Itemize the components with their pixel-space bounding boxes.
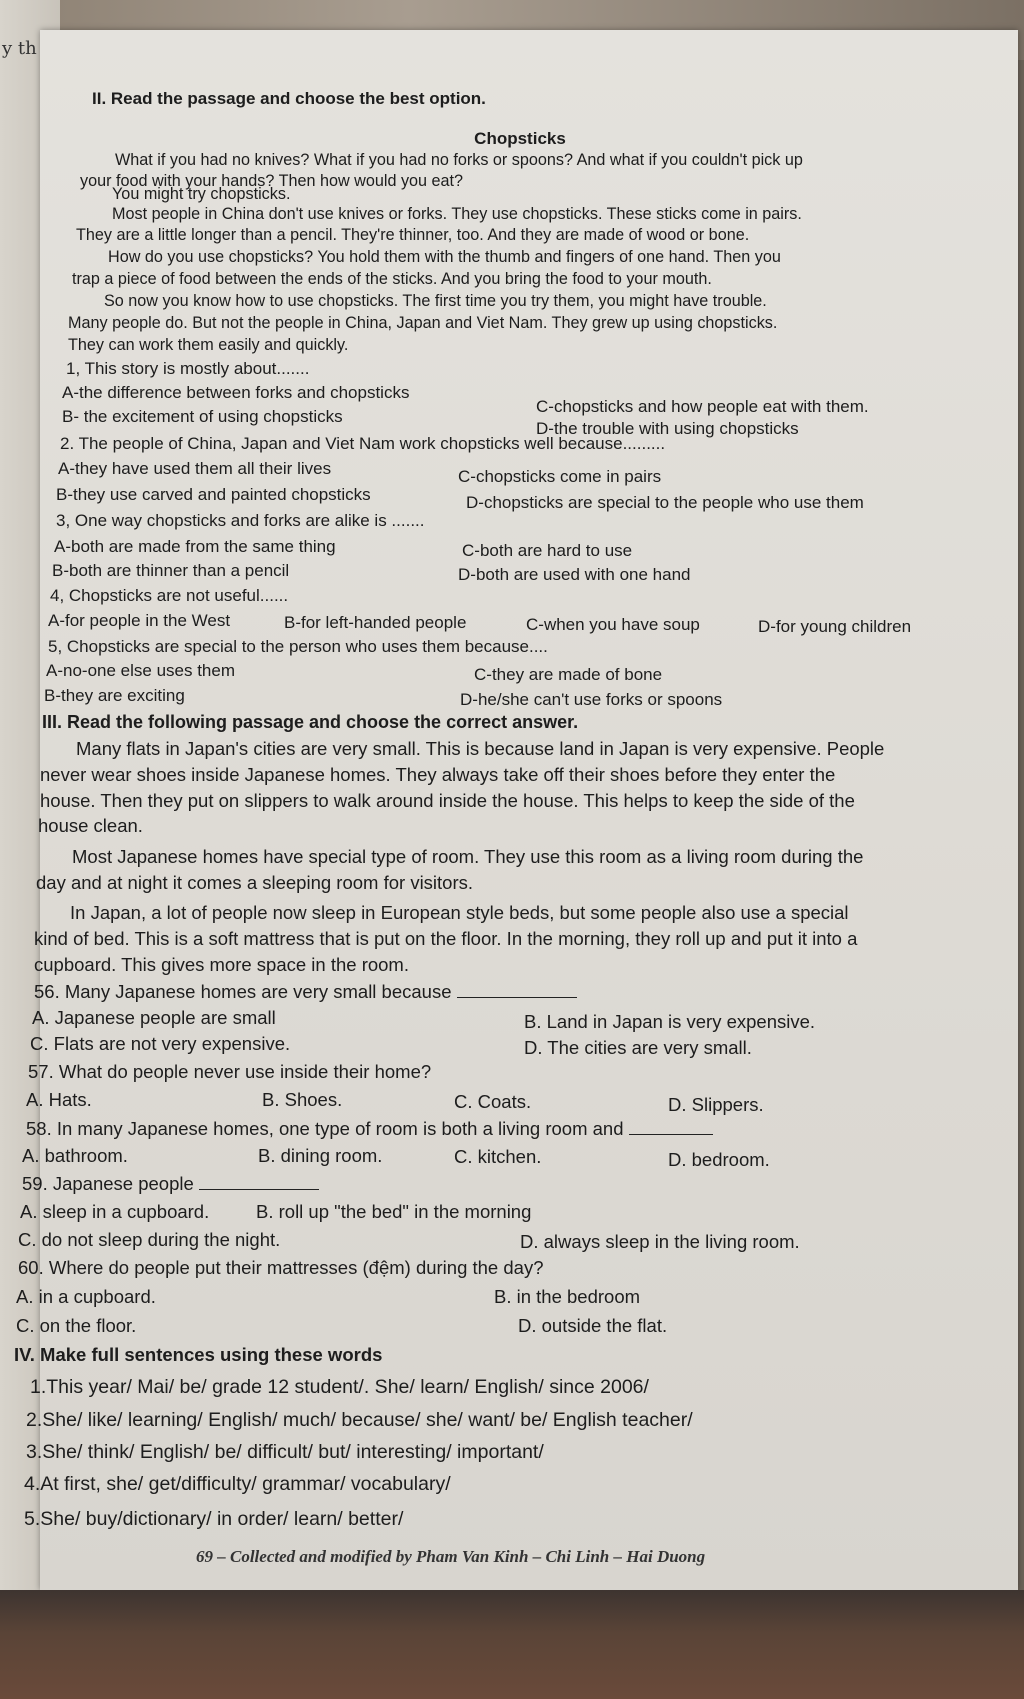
section-2-heading: II. Read the passage and choose the best option. [92,89,486,108]
passage-line: cupboard. This gives more space in the room. [34,954,409,975]
option-b: B. roll up "the bed" in the morning [256,1201,532,1222]
option-d: D-he/she can't use forks or spoons [460,690,723,709]
passage-line: kind of bed. This is a soft mattress that is put on the floor. In the morning, they roll up and put it into a [34,928,858,949]
passage-line: house. Then they put on slippers to walk around inside the house. This helps to keep the side of the [40,790,855,811]
adjacent-page-text: y th [2,38,37,59]
option-d: D. always sleep in the living room. [520,1231,800,1252]
passage-line: your food with your hands? Then how would you eat? [80,172,464,190]
sentence-prompt: 2.She/ like/ learning/ English/ much/ because/ she/ want/ be/ English teacher/ [26,1409,693,1431]
option-c: C. Flats are not very expensive. [30,1033,291,1054]
option-b: B-they use carved and painted chopsticks [56,485,371,504]
section-4-heading: IV. Make full sentences using these words [14,1344,383,1365]
passage-line: Most people in China don't use knives or forks. They use chopsticks. These sticks come in pairs. [112,205,802,223]
answer-blank [457,983,577,998]
option-a: A-for people in the West [48,611,231,630]
passage-title: Chopsticks [474,129,566,148]
question: 2. The people of China, Japan and Viet Nam work chopsticks well because......... [60,434,666,453]
passage-line: Many flats in Japan's cities are very small. This is because land in Japan is very expensive. People [76,738,885,759]
option-a: A. sleep in a cupboard. [20,1201,210,1222]
passage-line: They are a little longer than a pencil. They're thinner, too. And they are made of wood or bone. [76,226,750,244]
option-c: C-they are made of bone [474,665,663,684]
option-b: B-for left-handed people [284,613,467,632]
question: 5, Chopsticks are special to the person who uses them because.... [48,637,548,656]
section-3-heading: III. Read the following passage and choose the correct answer. [42,712,579,732]
passage-line: What if you had no knives? What if you had no forks or spoons? And what if you couldn't pick up [115,151,803,169]
option-d: D-for young children [758,617,912,636]
question: 1, This story is mostly about....... [66,359,310,378]
option-c: C. Coats. [454,1091,532,1112]
passage-line: You might try chopsticks. [112,185,291,203]
option-b: B-both are thinner than a pencil [52,561,290,580]
option-c: C-chopsticks come in pairs [458,467,662,486]
option-d: D. bedroom. [668,1149,770,1170]
page-footer: 69 – Collected and modified by Pham Van Kinh – Chi Linh – Hai Duong [196,1547,706,1566]
question-text: 59. Japanese people [22,1173,194,1194]
option-b: B. Land in Japan is very expensive. [524,1011,816,1032]
sentence-prompt: 1.This year/ Mai/ be/ grade 12 student/. She/ learn/ English/ since 2006/ [30,1376,649,1398]
option-d: D-the trouble with using chopsticks [536,419,799,438]
answer-blank [629,1120,713,1135]
option-a: A-the difference between forks and chopsticks [62,383,410,402]
option-b: B. in the bedroom [494,1286,641,1307]
option-c: C-both are hard to use [462,541,633,560]
option-d: D-both are used with one hand [458,565,691,584]
question [34,981,577,1003]
option-a: A. Hats. [26,1089,92,1110]
passage-line: day and at night it comes a sleeping room for visitors. [36,872,474,893]
question-text: 58. In many Japanese homes, one type of room is both a living room and [26,1118,624,1139]
option-a: A-no-one else uses them [46,661,235,680]
question-text: 56. Many Japanese homes are very small because [34,981,452,1002]
option-a: A. Japanese people are small [32,1007,276,1028]
passage-line: How do you use chopsticks? You hold them with the thumb and fingers of one hand. Then you [108,248,781,266]
option-c: C. do not sleep during the night. [18,1229,281,1250]
option-b: B. Shoes. [262,1089,343,1110]
option-d: D-chopsticks are special to the people who use them [466,493,864,512]
passage-line: Many people do. But not the people in China, Japan and Viet Nam. They grew up using chopsticks. [68,314,778,332]
passage-line: Most Japanese homes have special type of room. They use this room as a living room during the [72,846,864,867]
passage-line: In Japan, a lot of people now sleep in European style beds, but some people also use a special [70,902,849,923]
question [26,1118,713,1140]
passage-line: trap a piece of food between the ends of the sticks. And you bring the food to your mouth. [72,270,712,288]
question: 57. What do people never use inside their home? [28,1061,432,1082]
option-c: C-when you have soup [526,615,700,634]
option-a: A-both are made from the same thing [54,537,336,556]
option-d: D. outside the flat. [518,1315,668,1336]
question: 3, One way chopsticks and forks are alike is ....... [56,511,425,530]
question: 4, Chopsticks are not useful...... [50,586,289,605]
option-a: A-they have used them all their lives [58,459,332,478]
question [22,1173,319,1195]
option-c: C. kitchen. [454,1146,542,1167]
option-b: B-they are exciting [44,686,185,705]
option-c: C. on the floor. [16,1315,137,1336]
sentence-prompt: 4.At first, she/ get/difficulty/ grammar/ vocabulary/ [24,1473,451,1495]
passage-line: So now you know how to use chopsticks. The first time you try them, you might have trouble. [104,292,767,310]
option-b: B- the excitement of using chopsticks [62,407,343,426]
option-d: D. Slippers. [668,1094,764,1115]
option-c: C-chopsticks and how people eat with them. [536,397,869,416]
passage-line: house clean. [38,815,143,836]
passage-line: They can work them easily and quickly. [68,336,349,354]
answer-blank [199,1175,319,1190]
option-d: D. The cities are very small. [524,1037,752,1058]
option-a: A. in a cupboard. [16,1286,156,1307]
passage-line: never wear shoes inside Japanese homes. They always take off their shoes before they enter the [40,764,836,785]
question: 60. Where do people put their mattresses (đệm) during the day? [18,1257,544,1278]
option-a: A. bathroom. [22,1145,128,1166]
option-b: B. dining room. [258,1145,383,1166]
sentence-prompt: 3.She/ think/ English/ be/ difficult/ but/ interesting/ important/ [26,1441,544,1463]
sentence-prompt: 5.She/ buy/dictionary/ in order/ learn/ better/ [24,1508,404,1530]
